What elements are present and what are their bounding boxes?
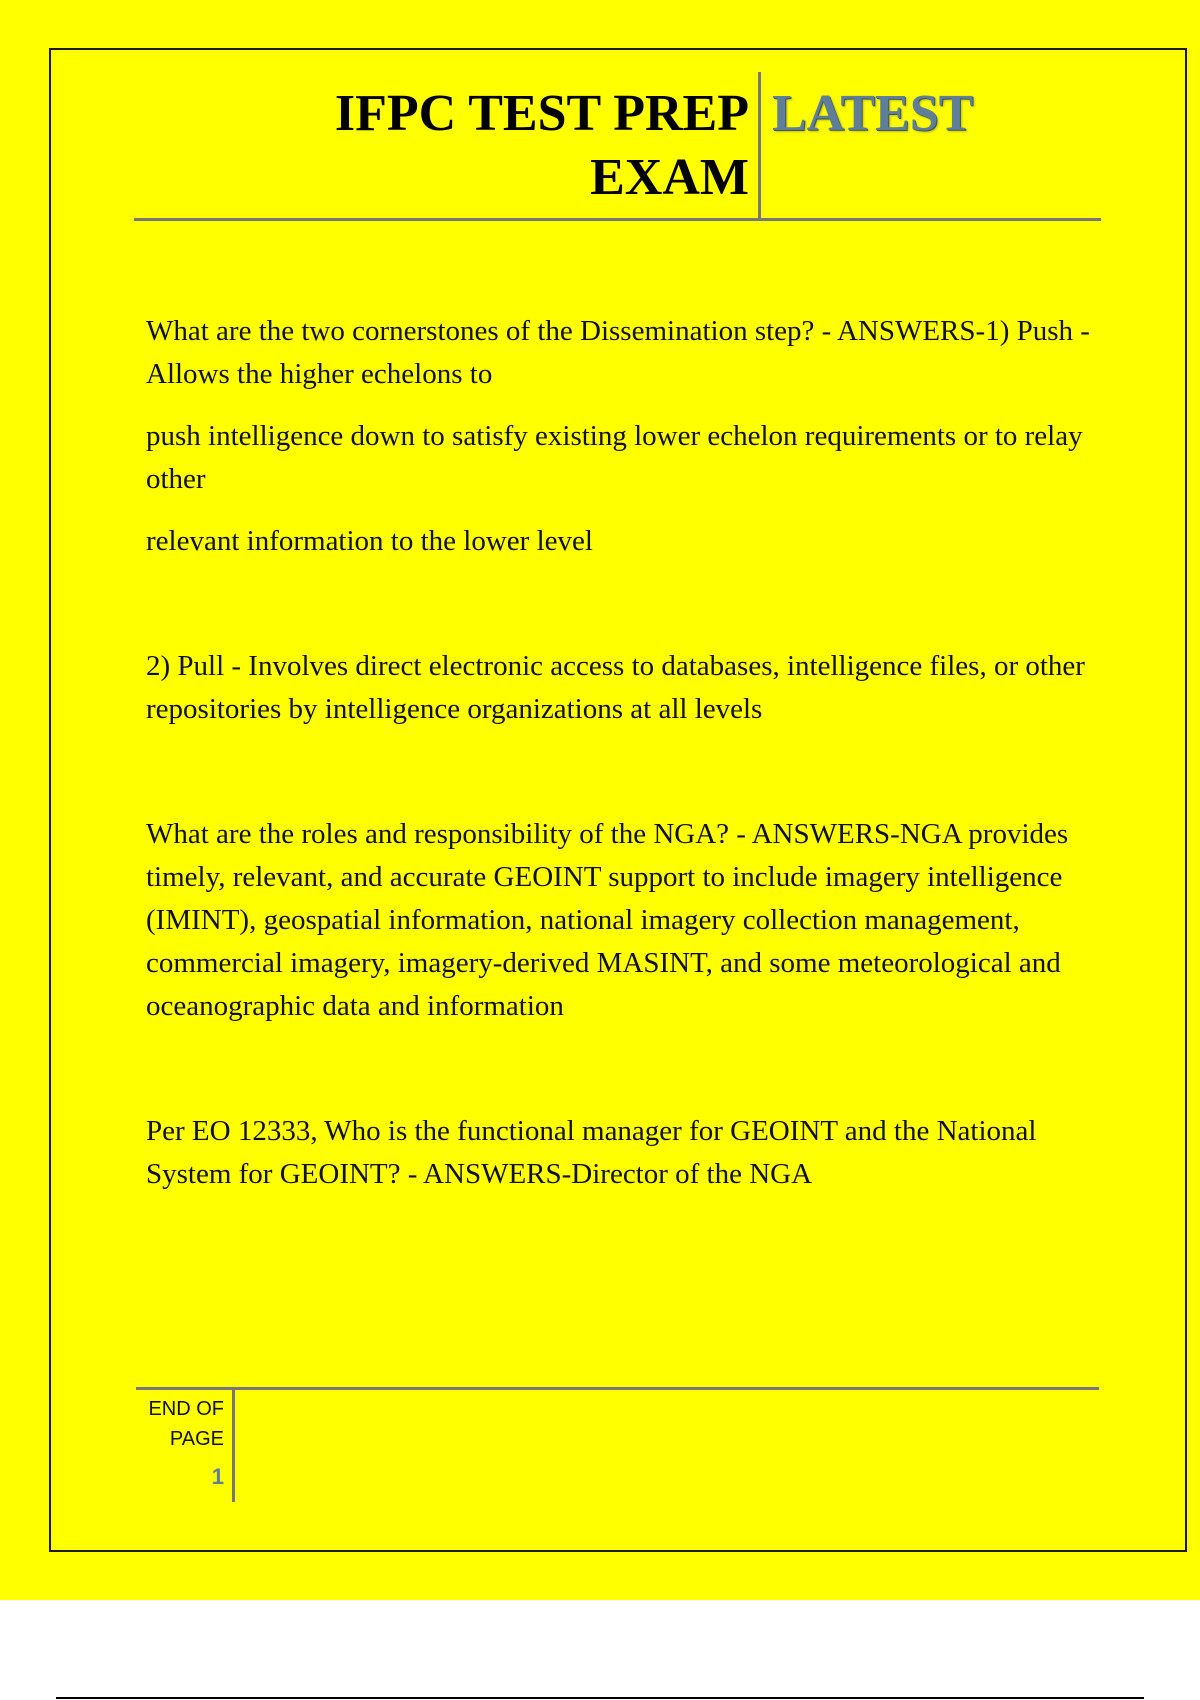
title-latest: LATEST [772,85,974,142]
document-title [134,82,749,210]
footer-label-line-1: END OF [148,1398,224,1420]
title-line-2: EXAM [590,149,749,206]
header-divider [758,72,761,220]
page-number: 1 [211,1464,224,1489]
question-nga-roles: What are the roles and responsibility of the NGA? - ANSWERS-NGA provides timely, relevant, and accurate GEOINT support to include imagery intelligence (IMINT), geospatial information, national imagery collection management, commercial imagery, imagery-derived MASINT, and some meteorological and oceanographic data and information [146,818,1069,1022]
footer-label [140,1394,224,1454]
header-rule [134,218,1101,221]
footer-label-line-2: PAGE [169,1428,224,1450]
bottom-rule [56,1697,1144,1699]
answer-push-continued: push intelligence down to satisfy existing lower echelon requirements or to relay other [146,420,1083,495]
footer-divider [232,1390,235,1502]
answer-push-end: relevant information to the lower level [146,525,593,557]
title-line-1: IFPC TEST PREP [334,85,749,142]
document-body [146,310,1091,1196]
footer-rule [136,1387,1099,1390]
question-dissemination: What are the two cornerstones of the Dissemination step? - ANSWERS-1) Push - Allows the higher echelons to [146,315,1090,390]
answer-pull: 2) Pull - Involves direct electronic access to databases, intelligence files, or other repositories by intelligence organizations at all levels [146,650,1085,725]
question-eo-12333: Per EO 12333, Who is the functional manager for GEOINT and the National System for GEOINT? - ANSWERS-Director of the NGA [146,1115,1037,1190]
